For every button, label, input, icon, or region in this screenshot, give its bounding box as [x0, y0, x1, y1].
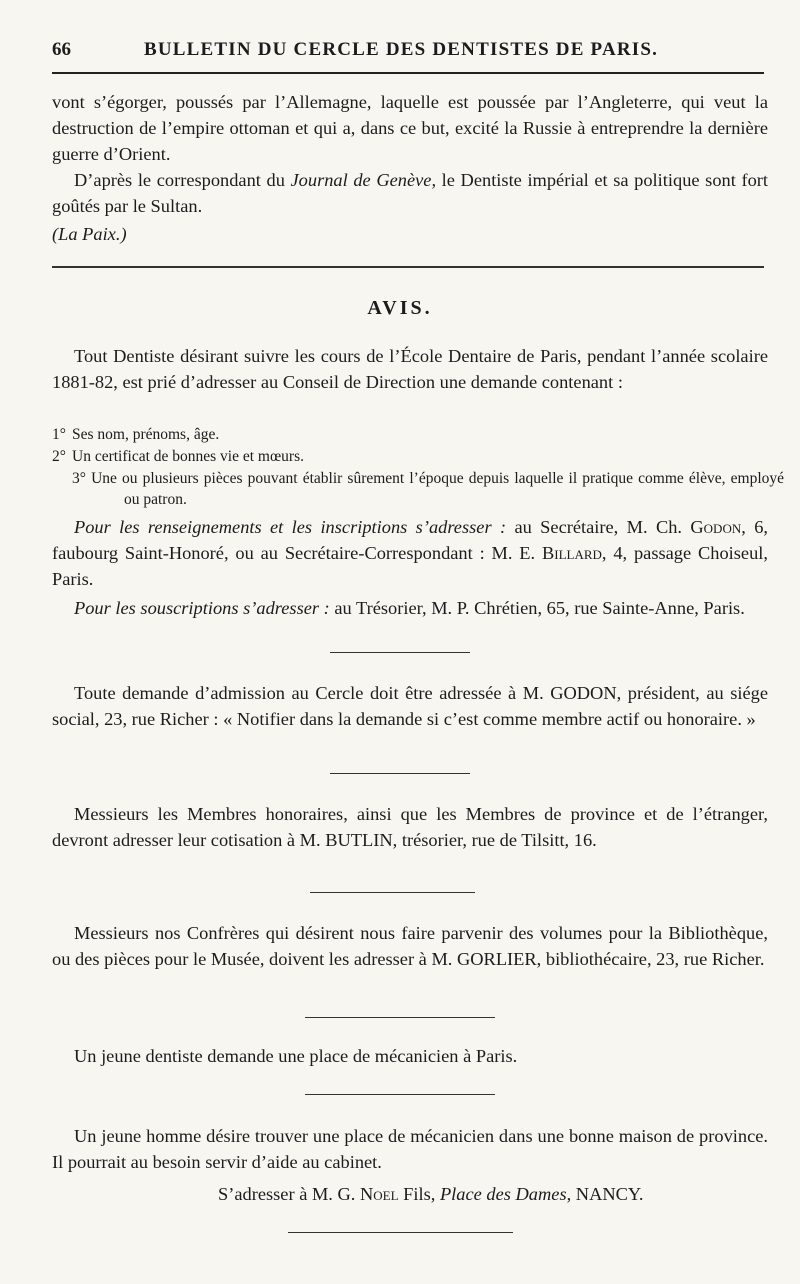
running-title: BULLETIN DU CERCLE DES DENTISTES DE PARIS.: [144, 39, 659, 60]
list-text: Une ou plusieurs pièces pouvant établir sûrement l’époque depuis laquelle il pratique comme élève, employé ou patron.: [91, 470, 785, 508]
intro-paragraph-2: [52, 167, 768, 219]
list-item: [52, 424, 768, 445]
bibliotheque-notice: Messieurs nos Confrères qui désirent nous faire parvenir des volumes pour la Bibliothèque, ou des pièces pour le Musée, doivent les adresser à M. GORLIER, bibliothécaire, 23, rue Richer.: [52, 923, 768, 969]
souscriptions-paragraph: [52, 595, 768, 621]
intro-paragraph-2-end: le Dentiste impérial et sa politique sont fort goûtés par le Sultan.: [52, 170, 768, 216]
separator-rule: [330, 652, 470, 653]
separator-rule: [330, 773, 470, 774]
renseignements-c: , 4, passage Choiseul, Paris.: [52, 543, 768, 589]
name-noel: Noel: [359, 1184, 399, 1204]
address-start: S’adresser à M. G.: [218, 1184, 360, 1204]
name-billard: Billard: [541, 543, 602, 563]
renseignements-paragraph: [52, 514, 768, 592]
souscriptions-text: au Trésorier, M. P. Chrétien, 65, rue Sainte-Anne, Paris.: [329, 598, 745, 618]
renseignements-lead: Pour les renseignements et les inscriptions s’adresser :: [74, 517, 507, 537]
admission-notice: Toute demande d’admission au Cercle doit être adressée à M. GODON, président, au siége social, 23, rue Richer : « Notifier dans la demande si c’est comme membre actif ou honoraire. »: [52, 683, 768, 729]
address-place: Place des Dames: [439, 1184, 567, 1204]
page-header: [52, 36, 764, 70]
address-line: [218, 1181, 778, 1207]
list-number: 1°: [52, 426, 66, 443]
avis-paragraph: Tout Dentiste désirant suivre les cours de l’École Dentaire de Paris, pendant l’année scolaire 1881-82, est prié d’adresser au Conseil de Direction une demande contenant :: [52, 346, 768, 392]
separator-rule: [305, 1017, 495, 1018]
source-citation: (La Paix.): [52, 224, 127, 244]
header-rule: [52, 72, 764, 74]
mecanicien-notice: Un jeune dentiste demande une place de mécanicien à Paris.: [74, 1046, 518, 1066]
intro-paragraph-2-start: D’après le correspondant du: [74, 170, 291, 190]
renseignements-b: , 6, faubourg Saint-Honoré, ou au Secrétaire-Correspondant : M. E.: [52, 517, 768, 563]
cotisation-notice: Messieurs les Membres honoraires, ainsi que les Membres de province et de l’étranger, devront adresser leur cotisation à M. BUTLIN, trésorier, rue de Tilsitt, 16.: [52, 804, 768, 850]
list-item: [52, 446, 768, 467]
list-text: Un certificat de bonnes vie et mœurs.: [72, 448, 304, 465]
renseignements-a: au Secrétaire, M. Ch.: [506, 517, 691, 537]
final-rule: [288, 1232, 513, 1233]
section-rule: [52, 266, 764, 268]
address-end: , NANCY.: [566, 1184, 644, 1204]
avis-title: AVIS.: [367, 297, 433, 319]
intro-paragraph-1: vont s’égorger, poussés par l’Allemagne, laquelle est poussée par l’Angleterre, qui veut la destruction de l’empire ottoman et qui a, dans ce but, excité la Russie à entreprendre la dernière guerre d’Orient.: [52, 92, 768, 164]
separator-rule: [310, 892, 475, 893]
name-godon: Godon: [690, 517, 742, 537]
list-number: 2°: [52, 448, 66, 465]
address-mid: Fils,: [398, 1184, 440, 1204]
list-text: Ses nom, prénoms, âge.: [72, 426, 220, 443]
list-item: [72, 468, 784, 510]
separator-rule: [305, 1094, 495, 1095]
souscriptions-lead: Pour les souscriptions s’adresser :: [74, 598, 330, 618]
list-number: 3°: [72, 470, 86, 487]
journal-title: Journal de Genève,: [290, 170, 437, 190]
jeune-homme-notice: Un jeune homme désire trouver une place de mécanicien dans une bonne maison de province. Il pourrait au besoin servir d’aide au cabinet.: [52, 1126, 768, 1172]
page-number: 66: [52, 39, 71, 60]
